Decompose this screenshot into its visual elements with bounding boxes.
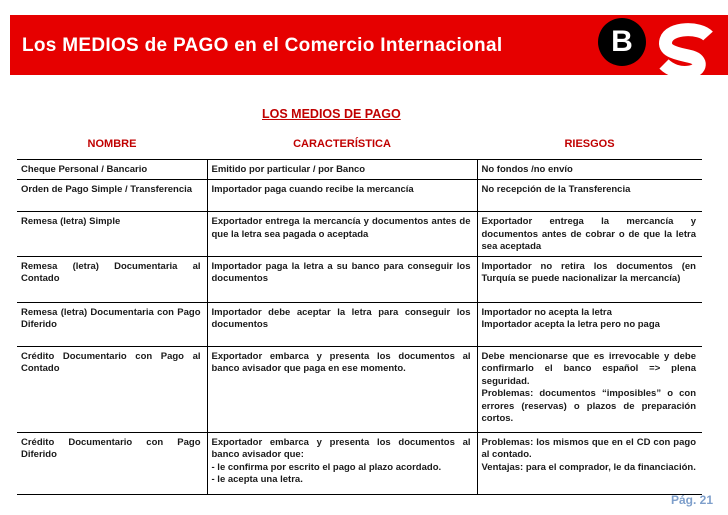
characteristic-line: Emitido por particular / por Banco	[211, 164, 366, 175]
characteristic-line: Importador paga la letra a su banco para conseguir los documentos	[211, 260, 471, 284]
cell-nombre: Orden de Pago Simple / Transferencia	[17, 180, 207, 212]
cell-caracteristica	[207, 212, 477, 257]
column-header-caracteristica: CARACTERÍSTICA	[207, 135, 477, 160]
table-row	[17, 160, 702, 180]
table-row	[17, 256, 702, 302]
risk-line: Importador no retira los documentos (en Turquía se puede nacionalizar la mercancía)	[481, 260, 696, 284]
cell-riesgos	[477, 212, 702, 257]
cell-nombre: Crédito Documentario con Pago Diferido	[17, 432, 207, 494]
cell-nombre: Crédito Documentario con Pago al Contado	[17, 346, 207, 432]
cell-riesgos	[477, 432, 702, 494]
cell-nombre: Remesa (letra) Documentaria al Contado	[17, 256, 207, 302]
page-number: Pág. 21	[671, 493, 714, 507]
payment-methods-table	[17, 135, 702, 495]
characteristic-line: - le confirma por escrito el pago al plazo acordado.	[211, 461, 442, 473]
cell-nombre: Remesa (letra) Documentaria con Pago Diferido	[17, 302, 207, 346]
santander-flame-logo	[654, 22, 718, 86]
risk-line: Importador acepta la letra pero no paga	[481, 319, 660, 330]
cell-caracteristica	[207, 302, 477, 346]
characteristic-line: - le acepta una letra.	[211, 474, 303, 485]
table-row	[17, 212, 702, 257]
characteristic-line: Exportador embarca y presenta los documentos al banco avisador que paga en ese momento.	[211, 350, 471, 374]
table-row	[17, 346, 702, 432]
cell-caracteristica	[207, 256, 477, 302]
cell-caracteristica	[207, 432, 477, 494]
cell-riesgos	[477, 346, 702, 432]
cell-riesgos	[477, 180, 702, 212]
cell-caracteristica	[207, 180, 477, 212]
table-header-row	[17, 135, 702, 160]
risk-line: Debe mencionarse que es irrevocable y debe confirmarlo el banco español => plena seguridad.	[481, 350, 696, 387]
cell-nombre: Cheque Personal / Bancario	[17, 160, 207, 180]
risk-line: Problemas: los mismos que en el CD con pago al contado.	[481, 436, 696, 460]
cell-riesgos	[477, 302, 702, 346]
cell-riesgos	[477, 256, 702, 302]
characteristic-line: Importador debe aceptar la letra para conseguir los documentos	[211, 306, 471, 330]
bank-logo-b: B	[598, 18, 646, 66]
risk-line: Importador no acepta la letra	[481, 306, 612, 318]
table-row	[17, 302, 702, 346]
risk-line: No fondos /no envío	[481, 164, 573, 175]
table-row	[17, 432, 702, 494]
risk-line: No recepción de la Transferencia	[481, 184, 631, 195]
cell-caracteristica	[207, 346, 477, 432]
characteristic-line: Exportador embarca y presenta los documentos al banco avisador que:	[211, 436, 471, 460]
characteristic-line: Importador paga cuando recibe la mercancía	[211, 184, 414, 195]
cell-caracteristica	[207, 160, 477, 180]
cell-riesgos	[477, 160, 702, 180]
risk-line: Problemas: documentos “imposibles” o con errores (reservas) o plazos de preparación cortos.	[481, 388, 696, 424]
risk-line: Ventajas: para el comprador, le da financiación.	[481, 461, 696, 473]
slide-title: Los MEDIOS de PAGO en el Comercio Internacional	[22, 35, 503, 56]
table-row	[17, 180, 702, 212]
section-title: LOS MEDIOS DE PAGO	[262, 107, 401, 121]
column-header-nombre: NOMBRE	[17, 135, 207, 160]
cell-nombre: Remesa (letra) Simple	[17, 212, 207, 257]
risk-line: Exportador entrega la mercancía y documentos antes de cobrar o de que la letra sea aceptada	[481, 216, 696, 252]
column-header-riesgos: RIESGOS	[477, 135, 702, 160]
characteristic-line: Exportador entrega la mercancía y documentos antes de que la letra sea pagada o aceptada	[211, 216, 471, 240]
